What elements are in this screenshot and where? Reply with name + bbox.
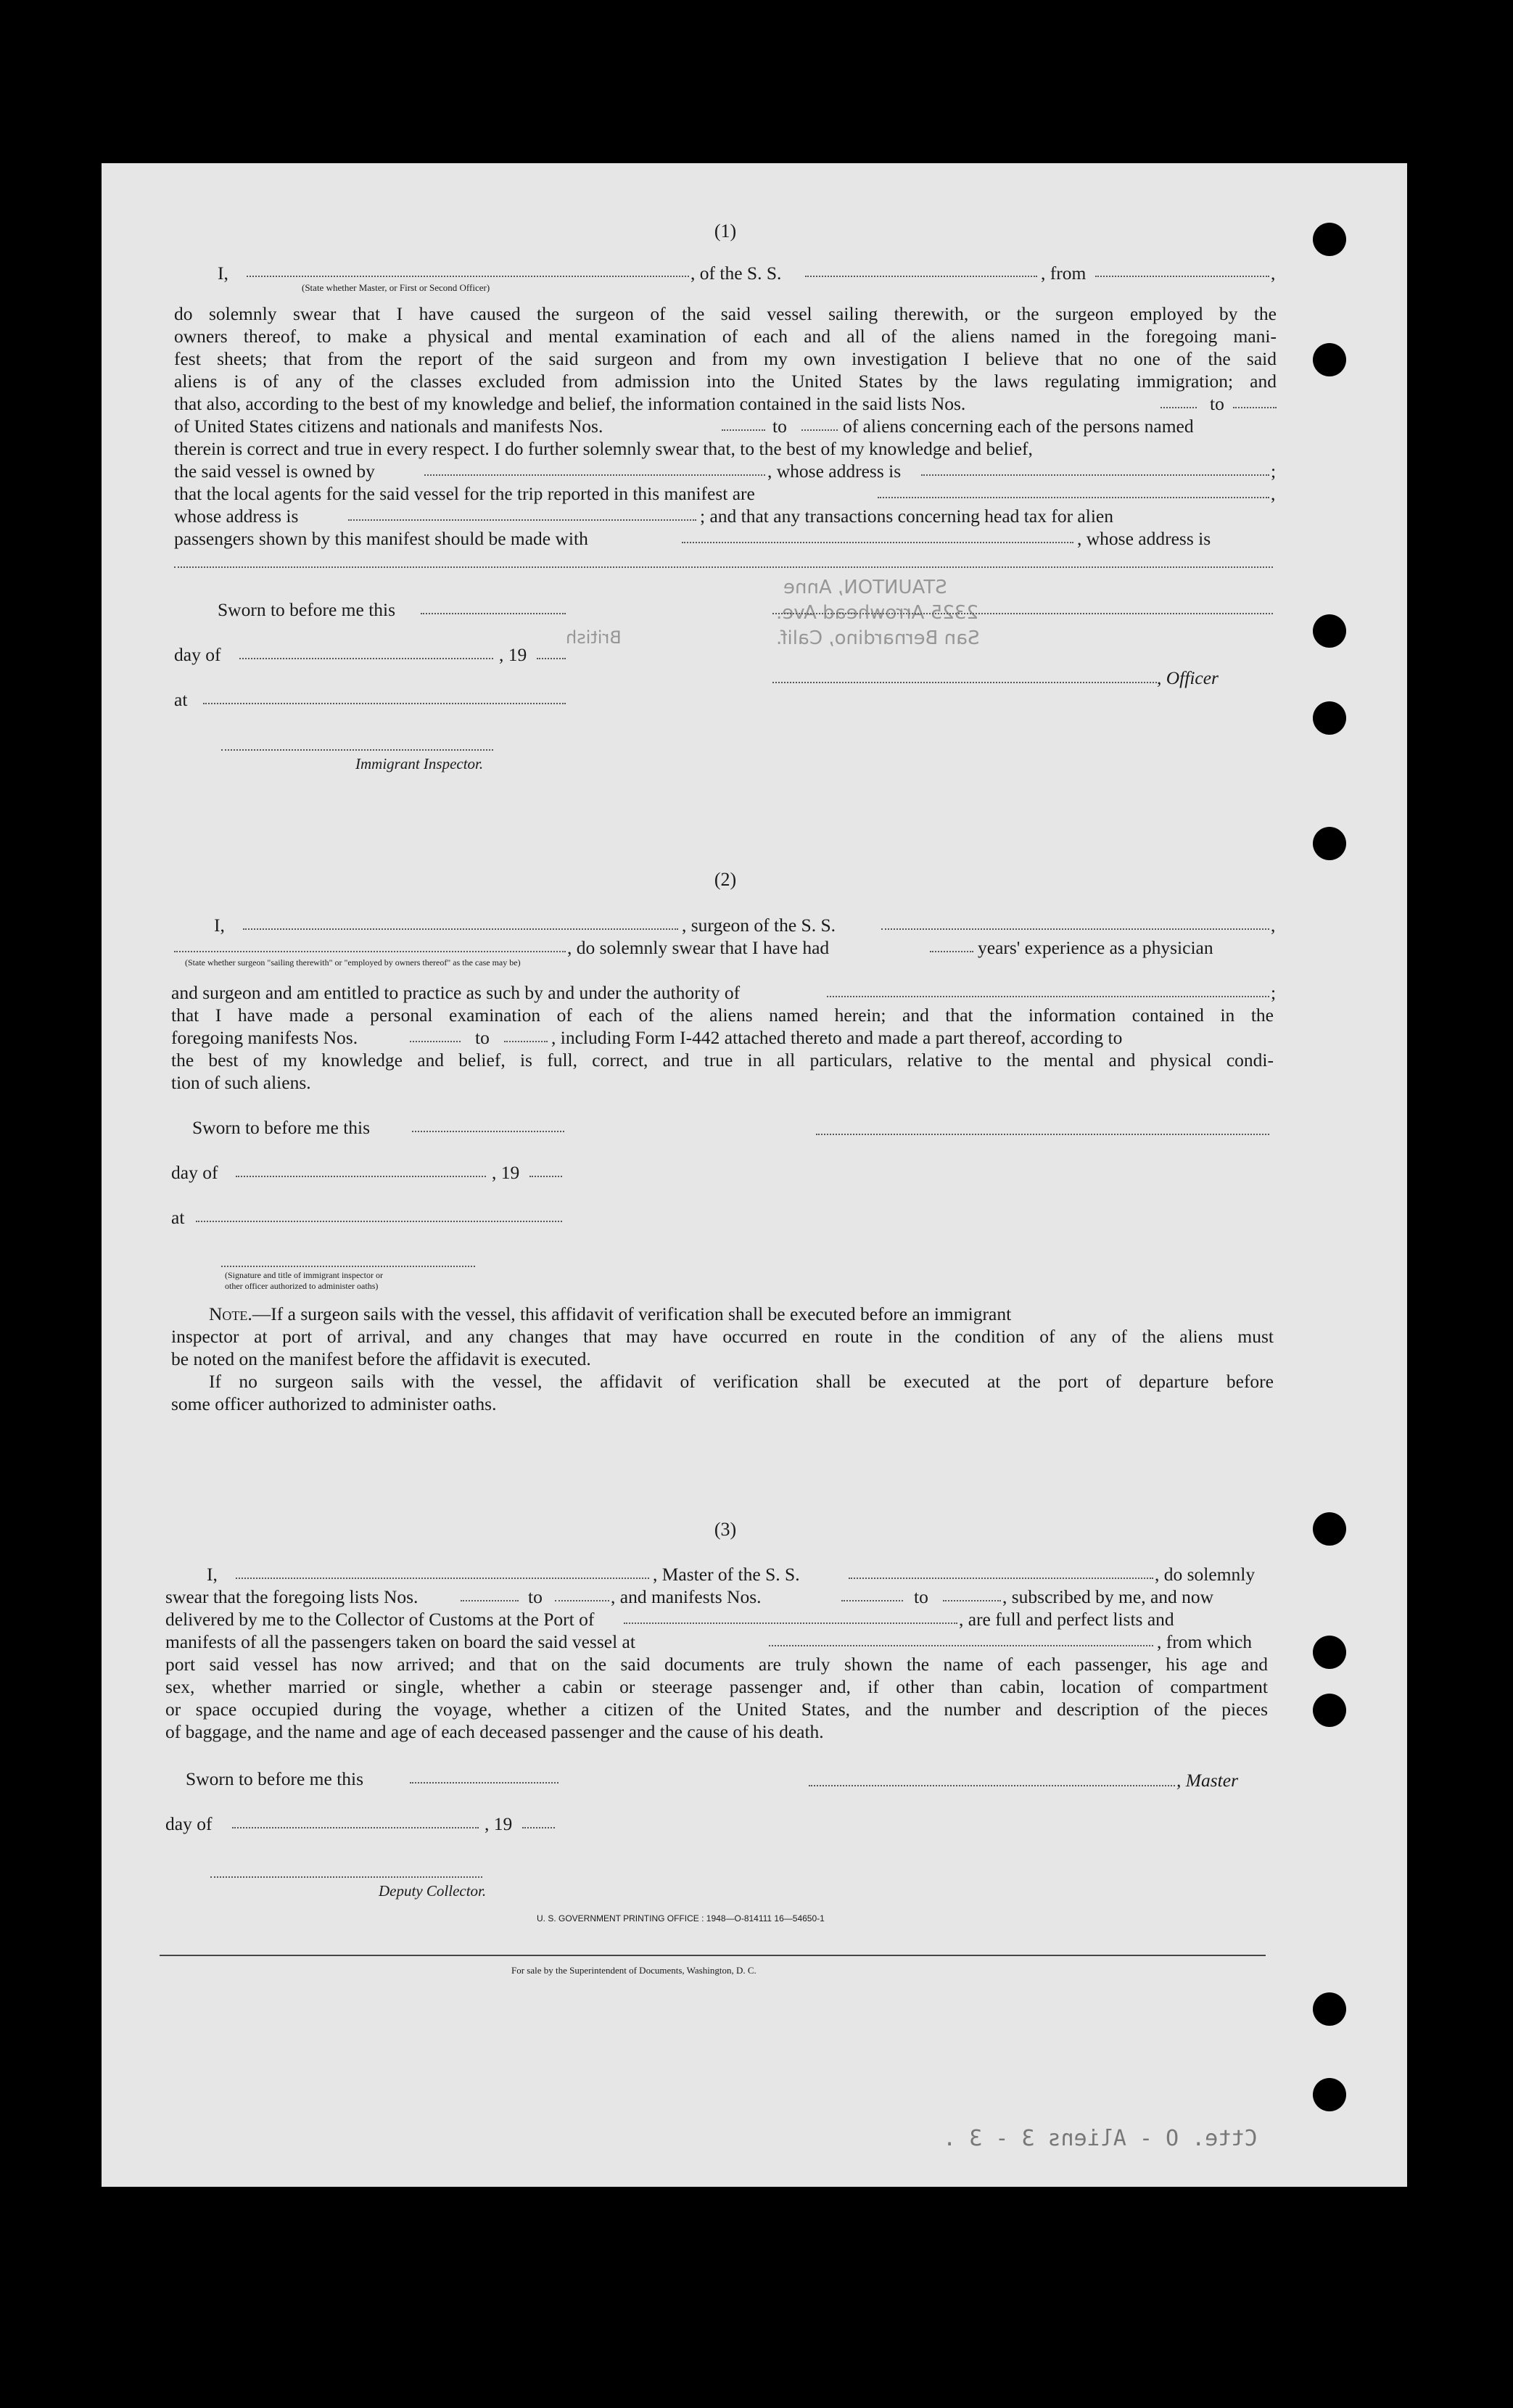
note-line [209,1303,1011,1325]
swear-had-text: , do solemnly swear that I have had [567,937,830,958]
to-word: to [1210,393,1224,414]
note-label: Note. [209,1303,252,1324]
section-2-number: (2) [714,869,737,890]
binder-hole [1313,1992,1346,2026]
owner-line [424,474,765,476]
manifest-page [102,163,1407,2187]
from-which-text: , from which [1157,1631,1253,1652]
comma: , [1271,483,1276,504]
from-port-line [1095,276,1269,277]
year-line [529,1176,562,1177]
deputy-sig-line [210,1876,482,1878]
binder-hole [1313,343,1346,376]
form-clause: , including Form I-442 attached thereto and made a part thereof, according to [551,1027,1123,1048]
signature-line [221,1266,475,1267]
section-3-opening: I, [207,1564,218,1585]
body-line: whose address is [174,506,299,527]
manifests-from-line [722,429,765,431]
lists-to-line [555,1600,609,1601]
surgeon-role-line [174,951,566,952]
officer-sig-line-top [772,613,1273,614]
authority-line [827,996,1269,997]
for-sale-line: For sale by the Superintendent of Documents, Washington, D. C. [511,1965,756,1976]
body-line: manifests of all the passengers taken on board the said vessel at [165,1631,635,1652]
year-line [537,658,566,659]
lists-from-line [461,1600,519,1601]
section-2-role-hint: (State whether surgeon "sailing therewith" or "employed by owners thereof" as the case may be) [185,957,521,968]
body-line: that also, according to the best of my knowledge and belief, the information contained in the said lists Nos. [174,393,966,414]
semicolon: ; [1271,461,1277,482]
comma: , [1271,263,1276,284]
section-2-sworn: Sworn to before me this [192,1117,371,1138]
binder-hole [1313,614,1346,648]
body-line: sex, whether married or single, whether a cabin or steerage passenger and, if other than cabin, location of compartment [165,1676,1268,1697]
section-2-year: , 19 [492,1162,520,1183]
note-line: inspector at port of arrival, and any changes that may have occurred en route in the condition of any of the aliens must [171,1326,1274,1347]
surgeon-sig-line [816,1134,1269,1135]
day-of-line [239,658,493,659]
section-1-opening: I, [218,263,228,284]
surgeon-manifest-from-line [410,1041,461,1042]
sworn-date-line [421,613,566,614]
port-line [624,1622,957,1624]
body-line: or space occupied during the voyage, whether a citizen of the United States, and the number and description of the pieces [165,1699,1268,1720]
section-1-role-hint: (State whether Master, or First or Second Officer) [302,282,490,293]
section-1-sworn: Sworn to before me this [218,599,396,620]
day-of-line [232,1827,479,1828]
at-line [196,1221,562,1222]
body-line: passengers shown by this manifest should be made with [174,528,588,549]
deputy-caption: Deputy Collector. [379,1882,487,1900]
master-vessel-line [849,1578,1153,1579]
whose-address-end-text: , whose address is [1077,528,1211,549]
sworn-date-line [412,1131,564,1132]
section-3-sworn: Sworn to before me this [186,1768,364,1789]
comma: , [1271,915,1276,936]
semicolon: ; [1271,982,1277,1003]
bleed-through-text: STAUNTON, Anne [783,577,947,598]
section-2-at: at [171,1207,185,1228]
bottom-stamp: Ctte. O - Aliens 3 - 3 . [943,2126,1258,2151]
binder-hole [1313,1636,1346,1669]
signature-caption: (Signature and title of immigrant inspector or [225,1270,383,1280]
to-word: to [475,1027,490,1048]
body-line: the best of my knowledge and belief, is full, correct, and true in all particulars, relative to the mental and physical condi- [171,1050,1274,1071]
body-line: fest sheets; that from the report of the said surgeon and from my own investigation I believe that no one of the said [174,348,1277,369]
years-line [930,951,973,952]
owner-address-line [921,474,1269,476]
subscribed-text: , subscribed by me, and now [1002,1586,1214,1607]
note-2-body [171,1370,1274,1415]
surgeon-manifest-to-line [504,1041,548,1042]
section-3-body [165,1653,1268,1743]
at-line [203,703,566,704]
inspector-sig-line [221,749,493,751]
do-solemnly-text: , do solemnly [1155,1564,1256,1585]
to-word: to [772,416,787,437]
master-caption: , Master [1176,1770,1238,1791]
surgeon-vessel-line [881,928,1269,930]
head-tax-address-line [174,566,1273,568]
section-3-number: (3) [714,1519,737,1540]
section-2-body [171,1004,1274,1026]
whose-address-text: , whose address is [767,461,902,482]
section-1-at: at [174,689,188,710]
to-word: to [914,1586,928,1607]
lists-from-line [1160,407,1197,408]
body-line: therein is correct and true in every respect. I do further solemnly swear that, to the best of my knowledge and belief, [174,438,1033,459]
master-name-line [247,276,689,277]
vessel-name-line [805,276,1037,277]
master-sig-line [809,1785,1175,1786]
body-line: delivered by me to the Collector of Customs at the Port of [165,1609,595,1630]
body-line: aliens is of any of the classes excluded from admission into the United States by the laws regulating immigration; and [174,371,1277,392]
gpo-line: U. S. GOVERNMENT PRINTING OFFICE : 1948—O-814111 16—54650-1 [537,1913,825,1923]
binder-hole [1313,701,1346,735]
lists-to-line [1233,407,1277,408]
body-line: owners thereof, to make a physical and mental examination of each and all of the aliens named in the foregoing mani- [174,326,1277,347]
head-tax-clause: ; and that any transactions concerning head tax for alien [700,506,1113,527]
body-line: swear that the foregoing lists Nos. [165,1586,419,1607]
years-experience-text: years' experience as a physician [978,937,1213,958]
body-line: tion of such aliens. [171,1072,311,1093]
signature-caption: other officer authorized to administer oaths) [225,1281,379,1291]
note-body [171,1325,1274,1370]
section-3-year: , 19 [485,1813,513,1834]
footer-rule [160,1955,1266,1956]
master-name-line [236,1578,649,1579]
and-manifests-text: , and manifests Nos. [611,1586,762,1607]
master-of-text: , Master of the S. S. [653,1564,800,1585]
aliens-concerning-text: of aliens concerning each of the persons named [843,416,1194,437]
body-line: of United States citizens and nationals and manifests Nos. [174,416,603,437]
section-2-body [171,1049,1274,1094]
section-2-day-of: day of [171,1162,218,1183]
section-2-opening: I, [214,915,225,936]
manifests-to-line [801,429,838,431]
note-line: be noted on the manifest before the affidavit is executed. [171,1348,591,1369]
binder-hole [1313,827,1346,860]
body-line: the said vessel is owned by [174,461,375,482]
section-1-of-ss: , of the S. S. [690,263,782,284]
bleed-through-text: San Bernardino, Calif. [776,627,980,649]
year-line [522,1827,555,1828]
body-line: that the local agents for the said vessel for the trip reported in this manifest are [174,483,755,504]
embark-port-line [769,1645,1153,1646]
full-perfect-text: , are full and perfect lists and [959,1609,1174,1630]
day-of-line [236,1176,486,1177]
officer-sig-line [772,682,1157,683]
body-line: foregoing manifests Nos. [171,1027,358,1048]
inspector-caption: Immigrant Inspector. [355,755,484,772]
officer-caption: , Officer [1157,667,1219,688]
manifests-from-line [841,1600,903,1601]
agents-line [878,497,1269,498]
surgeon-name-line [243,928,678,930]
body-line: do solemnly swear that I have caused the surgeon of the said vessel sailing therewith, or the surgeon employed by the [174,303,1277,324]
section-1-year: , 19 [499,644,527,665]
section-1-day-of: day of [174,644,221,665]
section-1-number: (1) [714,220,737,242]
body-line: that I have made a personal examination of each of the aliens named herein; and that the information contained in the [171,1005,1274,1026]
to-word: to [528,1586,543,1607]
note-text: —If a surgeon sails with the vessel, this affidavit of verification shall be executed before an immigrant [252,1303,1012,1324]
section-1-body [174,302,1277,392]
binder-hole [1313,1694,1346,1727]
head-tax-party-line [682,542,1073,543]
section-1-from: , from [1041,263,1087,284]
body-line: port said vessel has now arrived; and that on the said documents are truly shown the name of each passenger, his age and [165,1654,1268,1675]
body-line: of baggage, and the name and age of each deceased passenger and the cause of his death. [165,1721,824,1742]
body-line: and surgeon and am entitled to practice as such by and under the authority of [171,982,741,1003]
sworn-date-line [410,1782,558,1784]
bleed-through-text: 2325 Arrowhead Ave. [776,602,978,624]
binder-hole [1313,2078,1346,2111]
manifests-to-line [943,1600,1001,1601]
surgeon-of-text: , surgeon of the S. S. [682,915,836,936]
bleed-through-text: British [566,627,622,648]
note-line: some officer authorized to administer oaths. [171,1393,497,1414]
note-line: If no surgeon sails with the vessel, the affidavit of verification shall be executed at the port of departure before [209,1371,1274,1392]
agents-address-line [348,519,696,521]
section-3-day-of: day of [165,1813,213,1834]
